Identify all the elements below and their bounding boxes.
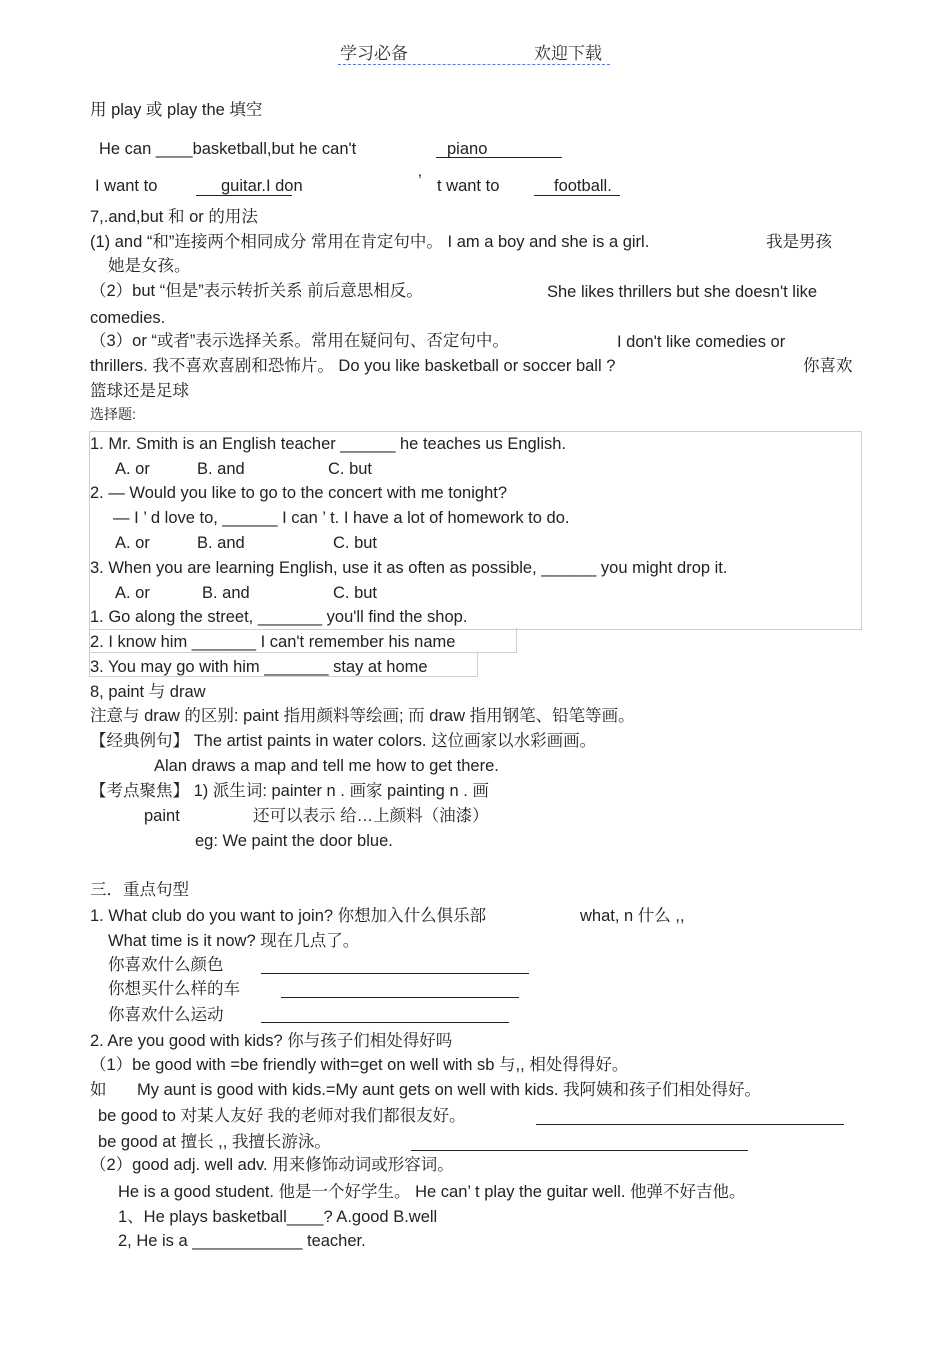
s3-l1e: 你想买什么样的车 bbox=[108, 980, 240, 998]
quiz-q1-opt-a: A. or bbox=[115, 460, 150, 478]
s3-l2c: My aunt is good with kids.=My aunt gets on well with kids. 我阿姨和孩子们相处得好。 bbox=[137, 1081, 761, 1099]
quiz-q2-opt-a: A. or bbox=[115, 534, 150, 552]
section7-title: 7,.and,but 和 or 的用法 bbox=[90, 208, 258, 226]
answer-blank-friendly bbox=[536, 1124, 844, 1125]
answer-blank-car bbox=[281, 997, 519, 998]
s3-l2d: be good to 对某人友好 我的老师对我们都很友好。 bbox=[98, 1107, 466, 1125]
choice-label: 选择题: bbox=[90, 406, 136, 422]
s7-p2: （2）but “但是”表示转折关系 前后意思相反。 bbox=[90, 282, 423, 300]
s7-p1: (1) and “和”连接两个相同成分 常用在肯定句中。 I am a boy and she is a girl. bbox=[90, 233, 650, 251]
quiz-q1-opt-c: C. but bbox=[328, 460, 373, 478]
s3-l2b: （1）be good with =be friendly with=get on well with sb 与,, 相处得得好。 bbox=[90, 1056, 629, 1074]
answer-blank-sport bbox=[261, 1022, 509, 1023]
s3-l1d: 你喜欢什么颜色 bbox=[108, 956, 224, 974]
s7-p3-example: I don't like comedies or bbox=[617, 333, 786, 351]
s8-focus: 【考点聚焦】 1) 派生词: painter n . 画家 painting n . 画 bbox=[90, 782, 489, 800]
fill-line-1: He can ____basketball,but he can't bbox=[99, 140, 357, 158]
fill-answer-1: piano bbox=[447, 140, 488, 158]
answer-blank-swim bbox=[411, 1150, 748, 1151]
s3-l2e: be good at 擅长 ,, 我擅长游泳。 bbox=[98, 1133, 331, 1151]
quiz-q3-opt-b: B. and bbox=[202, 584, 250, 602]
s7-p3: （3）or “或者”表示选择关系。常用在疑问句、否定句中。 bbox=[90, 332, 509, 350]
intro-heading: 用 play 或 play the 填空 bbox=[90, 101, 263, 119]
s8-paint: paint bbox=[144, 807, 180, 825]
fill-line-2b: t want to bbox=[437, 177, 500, 195]
s3-l2f: （2）good adj. well adv. 用来修饰动词或形容词。 bbox=[90, 1156, 454, 1174]
s7-p3-cn: 你喜欢 bbox=[803, 357, 853, 375]
s3-l1a: 1. What club do you want to join? 你想加入什么俱乐部 bbox=[90, 907, 487, 925]
quiz-q3-opt-a: A. or bbox=[115, 584, 150, 602]
s3-l2h: 1、He plays basketball____? A.good B.well bbox=[118, 1208, 438, 1226]
fill-apostrophe: ’ bbox=[418, 172, 422, 190]
fill-line-2a: I want to bbox=[95, 177, 158, 195]
s8-note: 注意与 draw 的区别: paint 指用颜料等绘画; 而 draw 指用钢笔、铅笔等画。 bbox=[90, 707, 635, 725]
s7-p3-line3: 篮球还是足球 bbox=[90, 382, 189, 400]
quiz-q1: 1. Mr. Smith is an English teacher ______ he teaches us English. bbox=[90, 435, 567, 453]
quiz-q2: 2. — Would you like to go to the concert with me tonight? bbox=[90, 484, 508, 502]
s8-example-1: 【经典例句】 The artist paints in water colors. 这位画家以水彩画画。 bbox=[90, 732, 597, 750]
s3-l2i: 2, He is a ____________ teacher. bbox=[118, 1232, 366, 1250]
s7-p1-cn: 我是男孩 bbox=[766, 233, 832, 251]
quiz-q2-opt-b: B. and bbox=[197, 534, 245, 552]
s3-l2g: He is a good student. 他是一个好学生。 He can’ t play the guitar well. 他弹不好吉他。 bbox=[118, 1183, 746, 1201]
s7-p2-example: She likes thrillers but she doesn't like bbox=[547, 283, 818, 301]
s8-example-2: Alan draws a map and tell me how to get there. bbox=[154, 757, 499, 775]
header-divider bbox=[338, 64, 610, 65]
s3-l1c: What time is it now? 现在几点了。 bbox=[108, 932, 360, 950]
section8-title: 8, paint 与 draw bbox=[90, 683, 206, 701]
fill-answer-3: football. bbox=[554, 177, 612, 195]
s3-l1f: 你喜欢什么运动 bbox=[108, 1006, 224, 1024]
s8-paint-meaning: 还可以表示 给…上颜料（油漆） bbox=[253, 807, 489, 825]
quiz-e2: 2. I know him _______ I can't remember his name bbox=[90, 633, 456, 651]
s8-eg: eg: We paint the door blue. bbox=[195, 832, 393, 850]
s7-p2-end: comedies. bbox=[90, 309, 166, 327]
header-right: 欢迎下载 bbox=[534, 44, 602, 63]
s3-l1b: what, n 什么 ,, bbox=[580, 907, 685, 925]
quiz-e3: 3. You may go with him _______ stay at home bbox=[90, 658, 428, 676]
answer-blank-color bbox=[261, 973, 529, 974]
s7-p3-line2: thrillers. 我不喜欢喜剧和恐怖片。 Do you like basketball or soccer ball ? bbox=[90, 357, 616, 375]
quiz-q3: 3. When you are learning English, use it as often as possible, ______ you might drop it. bbox=[90, 559, 728, 577]
quiz-q2-opt-c: C. but bbox=[333, 534, 378, 552]
quiz-q3-opt-c: C. but bbox=[333, 584, 378, 602]
s3-l2c-prefix: 如 bbox=[90, 1081, 107, 1099]
quiz-e1: 1. Go along the street, _______ you'll find the shop. bbox=[90, 608, 468, 626]
quiz-q2-line2: — I ’ d love to, ______ I can ’ t. I have a lot of homework to do. bbox=[113, 509, 570, 527]
fill-answer-2: guitar.I don bbox=[221, 177, 303, 195]
header-left: 学习必备 bbox=[340, 44, 408, 63]
s3-l2a: 2. Are you good with kids? 你与孩子们相处得好吗 bbox=[90, 1032, 453, 1050]
quiz-q1-opt-b: B. and bbox=[197, 460, 245, 478]
section3-title: 三．重点句型 bbox=[90, 881, 189, 899]
s7-p1-cn2: 她是女孩。 bbox=[108, 257, 191, 275]
